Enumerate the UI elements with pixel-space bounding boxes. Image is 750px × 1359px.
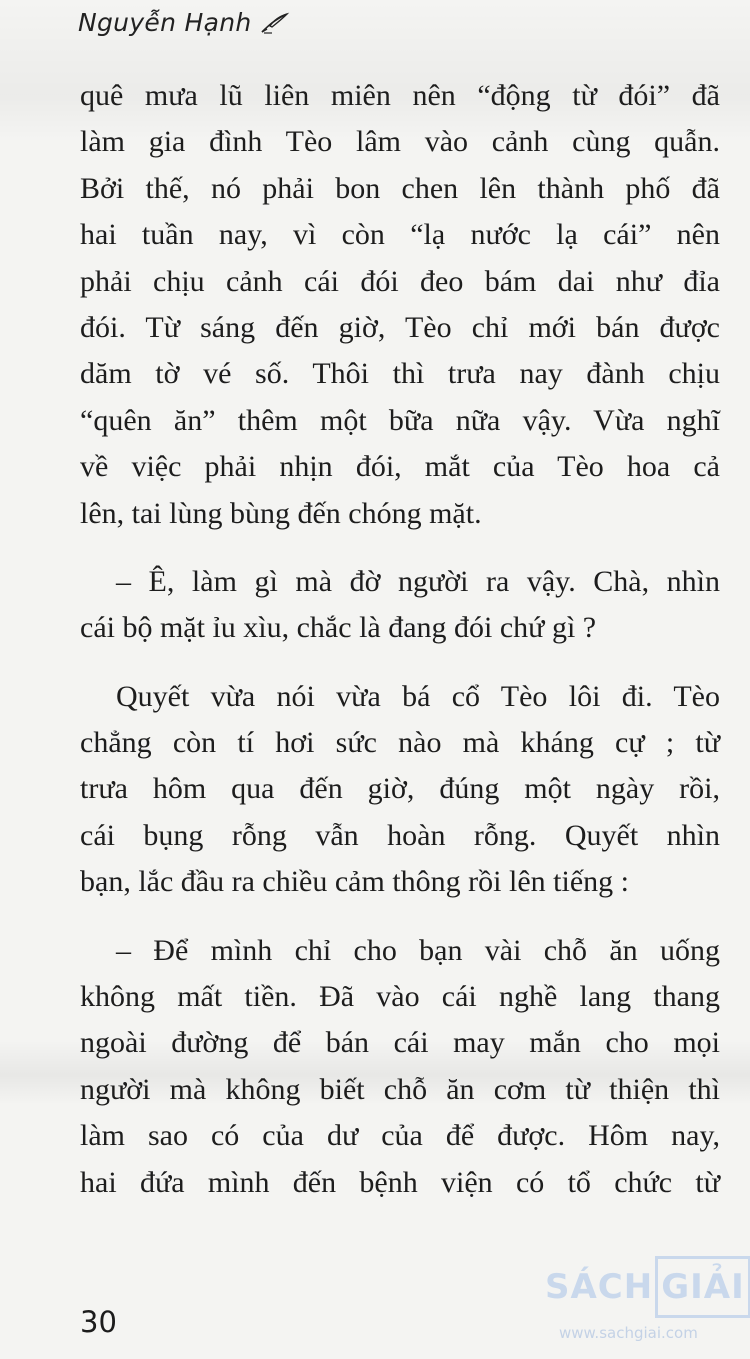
text-line: đói. Từ sáng đến giờ, Tèo chỉ mới bán được	[80, 310, 720, 344]
text-line: lên, tai lùng bùng đến chóng mặt.	[80, 496, 482, 530]
text-line: “quên ăn” thêm một bữa nữa vậy. Vừa nghĩ	[80, 403, 720, 437]
paragraph	[80, 73, 720, 537]
text-line: bạn, lắc đầu ra chiều cảm thông rồi lên tiếng :	[80, 865, 629, 899]
text-line: Bởi thế, nó phải bon chen lên thành phố đã	[80, 171, 720, 205]
text-line: – Ê, làm gì mà đờ người ra vậy. Chà, nhìn	[116, 564, 720, 598]
text-line: làm sao có của dư của để được. Hôm nay,	[80, 1119, 720, 1153]
text-line: trưa hôm qua đến giờ, đúng một ngày rồi,	[80, 772, 720, 806]
text-line: về việc phải nhịn đói, mắt của Tèo hoa cả	[80, 450, 720, 484]
running-header	[78, 8, 290, 37]
text-line: hai tuần nay, vì còn “lạ nước lạ cái” nên	[80, 218, 720, 252]
text-line: hai đứa mình đến bệnh viện có tổ chức từ	[80, 1165, 720, 1199]
watermark	[545, 1256, 745, 1342]
watermark-logo	[545, 1256, 745, 1318]
text-line: Quyết vừa nói vừa bá cổ Tèo lôi đi. Tèo	[116, 679, 720, 713]
watermark-brand-boxed: GIẢI	[655, 1256, 750, 1318]
text-line: không mất tiền. Đã vào cái nghề lang thang	[80, 980, 720, 1014]
quill-pen-icon	[260, 12, 290, 34]
text-line: cái bộ mặt ỉu xìu, chắc là đang đói chứ gì ?	[80, 611, 597, 645]
paragraph	[80, 928, 720, 1206]
text-line: làm gia đình Tèo lâm vào cảnh cùng quẫn.	[80, 125, 720, 159]
paragraph	[80, 559, 720, 652]
paragraph	[80, 674, 720, 906]
text-line: – Để mình chỉ cho bạn vài chỗ ăn uống	[116, 933, 720, 967]
text-line: người mà không biết chỗ ăn cơm từ thiện thì	[80, 1072, 720, 1106]
text-line: quê mưa lũ liên miên nên “động từ đói” đã	[80, 79, 720, 112]
text-line: cái bụng rỗng vẫn hoàn rỗng. Quyết nhìn	[80, 818, 720, 852]
watermark-brand-left: SÁCH	[545, 1267, 654, 1307]
watermark-url: www.sachgiai.com	[559, 1324, 698, 1342]
body-text	[80, 73, 720, 1206]
text-line: chẳng còn tí hơi sức nào mà kháng cự ; từ	[80, 726, 720, 760]
text-line: ngoài đường để bán cái may mắn cho mọi	[80, 1026, 720, 1060]
page-number: 30	[80, 1305, 117, 1339]
text-line: dăm tờ vé số. Thôi thì trưa nay đành chịu	[80, 357, 720, 391]
author-name: Nguyễn Hạnh	[78, 8, 252, 37]
text-line: phải chịu cảnh cái đói đeo bám dai như đỉa	[80, 264, 720, 298]
